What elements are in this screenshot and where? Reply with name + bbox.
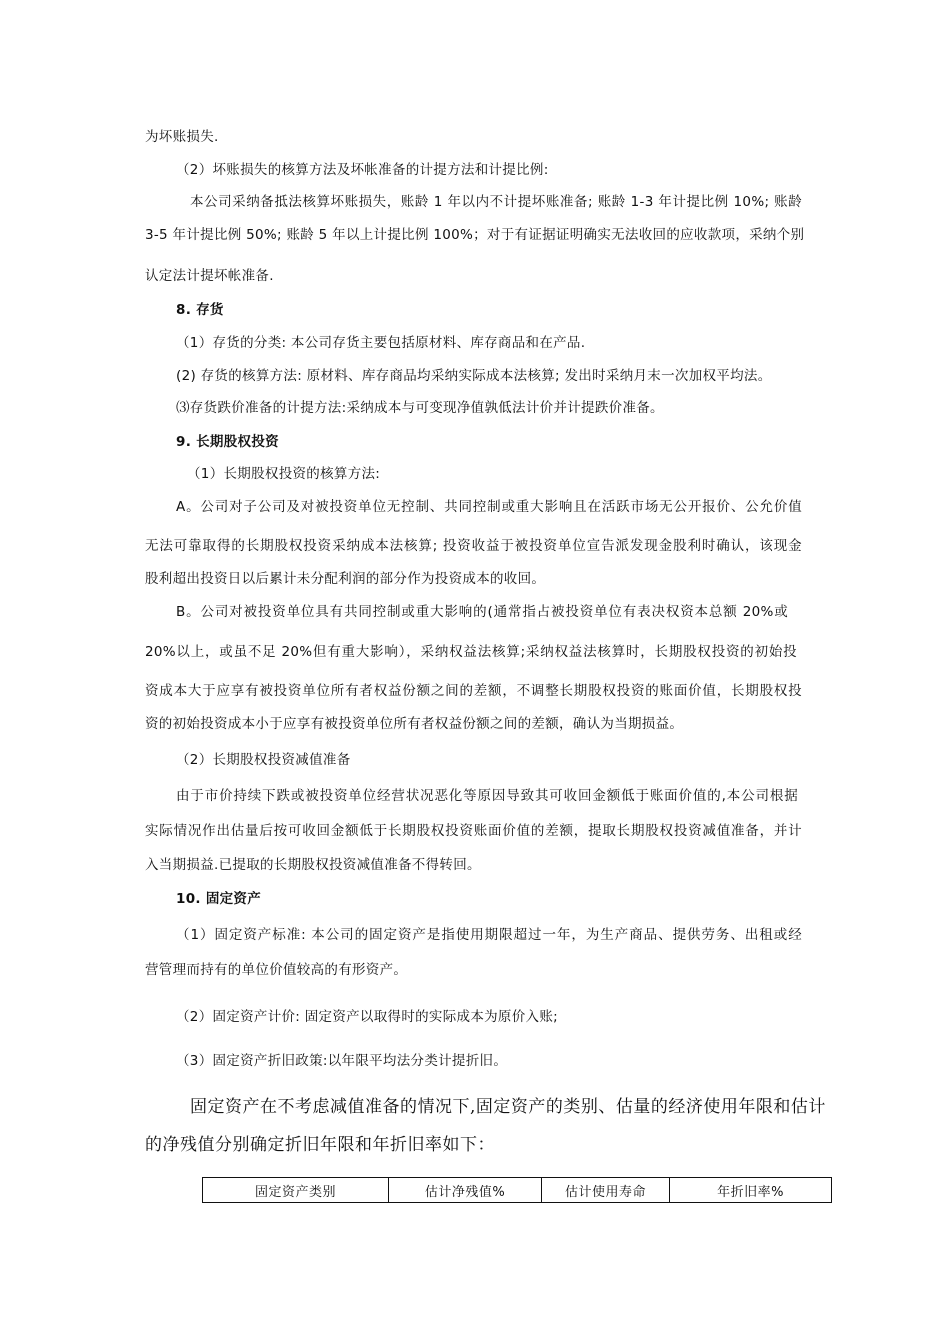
paragraph-line: （2）固定资产计价: 固定资产以取得时的实际成本为原价入账;	[176, 1009, 558, 1025]
paragraph-line: 20%以上，或虽不足 20%但有重大影响），采纳权益法核算;采纳权益法核算时，长期股权投资的初始投	[145, 644, 797, 660]
table-header-row	[203, 1178, 832, 1203]
paragraph-line: 认定法计提坏帐准备.	[145, 268, 274, 284]
table-header-cell: 年折旧率%	[670, 1178, 832, 1203]
paragraph-line: 为坏账损失.	[145, 129, 219, 145]
paragraph-line: (2) 存货的核算方法: 原材料、库存商品均采纳实际成本法核算; 发出时采纳月末一次加权平均法。	[176, 368, 772, 384]
paragraph-line: 3-5 年计提比例 50%; 账龄 5 年以上计提比例 100%；对于有证据证明确实无法收回的应收款项，采纳个别	[145, 227, 805, 243]
paragraph-line-large: 的净残值分别确定折旧年限和年折旧率如下：	[145, 1135, 495, 1155]
paragraph-line: 资的初始投资成本小于应享有被投资单位所有者权益份额之间的差额，确认为当期损益。	[145, 716, 684, 732]
paragraph-line: B。公司对被投资单位具有共同控制或重大影响的(通常指占被投资单位有表决权资本总额 20%或	[176, 604, 788, 620]
paragraph-line: （3）固定资产折旧政策:以年限平均法分类计提折旧。	[176, 1053, 508, 1069]
table-header-cell: 估计净残值%	[389, 1178, 542, 1203]
paragraph-line: （2）坏账损失的核算方法及坏帐准备的计提方法和计提比例:	[176, 162, 549, 178]
paragraph-line: 资成本大于应享有被投资单位所有者权益份额之间的差额，不调整长期股权投资的账面价值，长期股权投	[145, 683, 802, 699]
paragraph-line: 实际情况作出估量后按可收回金额低于长期股权投资账面价值的差额，提取长期股权投资减值准备，并计	[145, 823, 802, 839]
table-header-cell: 估计使用寿命	[542, 1178, 670, 1203]
paragraph-line: A。公司对子公司及对被投资单位无控制、共同控制或重大影响且在活跃市场无公开报价、公允价值	[176, 499, 802, 515]
section-heading-10: 10. 固定资产	[176, 891, 262, 907]
paragraph-line: （1）长期股权投资的核算方法:	[187, 466, 381, 482]
table-header-cell: 固定资产类别	[203, 1178, 389, 1203]
paragraph-line: 入当期损益.已提取的长期股权投资减值准备不得转回。	[145, 857, 481, 873]
depreciation-table	[202, 1177, 832, 1203]
paragraph-line: （1）固定资产标准: 本公司的固定资产是指使用期限超过一年，为生产商品、提供劳务、出租或经	[176, 927, 802, 943]
paragraph-line: 本公司采纳备抵法核算坏账损失，账龄 1 年以内不计提坏账准备; 账龄 1-3 年计提比例 10%; 账龄	[190, 194, 802, 210]
paragraph-line: ⑶存货跌价准备的计提方法:采纳成本与可变现净值孰低法计价并计提跌价准备。	[176, 400, 664, 416]
paragraph-line: （2）长期股权投资减值准备	[176, 752, 351, 768]
paragraph-line: 由于市价持续下跌或被投资单位经营状况恶化等原因导致其可收回金额低于账面价值的,本公司根据	[176, 788, 798, 804]
section-heading-8: 8. 存货	[176, 302, 224, 318]
section-heading-9: 9. 长期股权投资	[176, 434, 279, 450]
paragraph-line: 营管理而持有的单位价值较高的有形资产。	[145, 962, 408, 978]
paragraph-line: （1）存货的分类: 本公司存货主要包括原材料、库存商品和在产品.	[176, 335, 586, 351]
paragraph-line-large: 固定资产在不考虑减值准备的情况下,固定资产的类别、估量的经济使用年限和估计	[190, 1097, 826, 1117]
paragraph-line: 股利超出投资日以后累计未分配利润的部分作为投资成本的收回。	[145, 571, 546, 587]
paragraph-line: 无法可靠取得的长期股权投资采纳成本法核算; 投资收益于被投资单位宣告派发现金股利时确认，该现金	[145, 538, 802, 554]
